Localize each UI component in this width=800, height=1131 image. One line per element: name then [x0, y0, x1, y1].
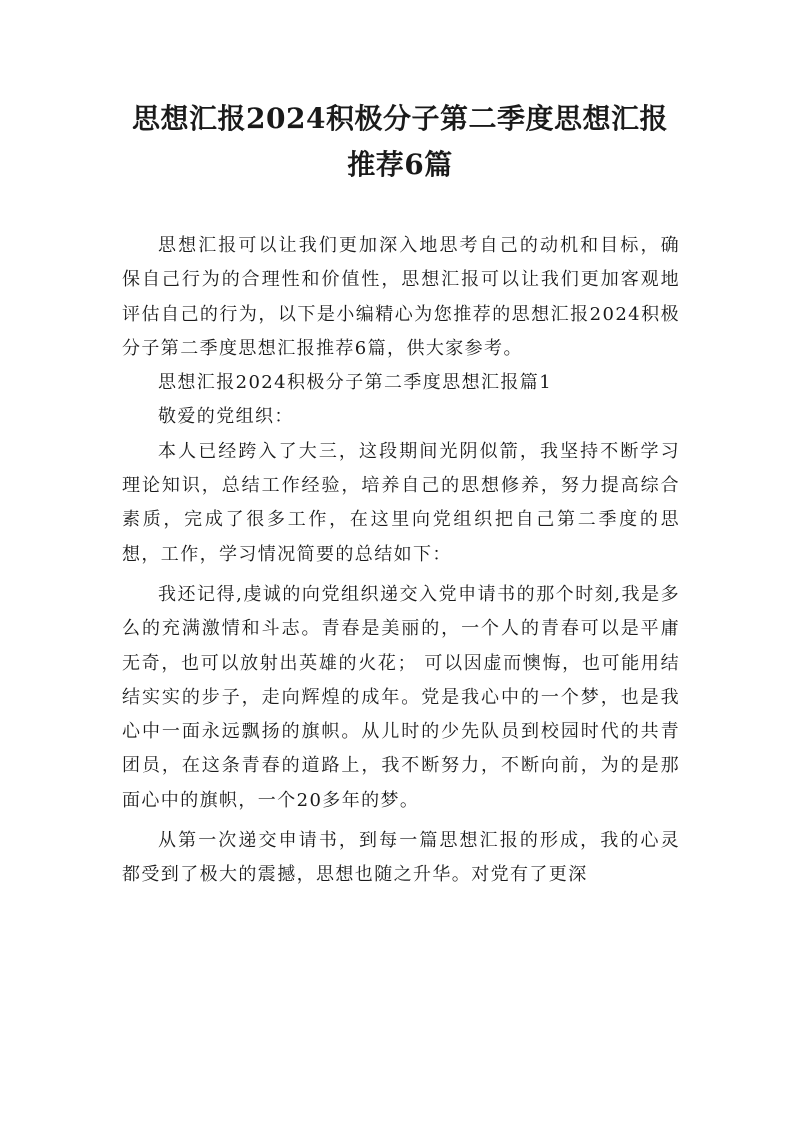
body-paragraph: 从第一次递交申请书，到每一篇思想汇报的形成，我的心灵都受到了极大的震撼，思想也随之升华。对党有了更深: [122, 830, 680, 886]
title-line-1: 思想汇报2024积极分子第二季度思想汇报: [132, 102, 668, 135]
salutation: 敬爱的党组织：: [158, 406, 294, 428]
body-paragraph: 我还记得,虔诚的向党组织递交入党申请书的那个时刻,我是多么的充满激情和斗志。青春是美丽的，一个人的青春可以是平庸无奇，也可以放射出英雄的火花； 可以因虚而懊悔，也可能用结结实实的步子，走向辉煌的成年。党是我心中的一个梦，也是我心中一面永远飘扬的旗帜。从儿时的少先队员到校园时代的共青团员，在这条青春的道路上，我不断努力，不断向前，为的是那面心中的旗帜，一个20多年的梦。: [122, 583, 680, 811]
intro-paragraph: 思想汇报可以让我们更加深入地思考自己的动机和目标，确保自己行为的合理性和价值性，思想汇报可以让我们更加客观地评估自己的行为，以下是小编精心为您推荐的思想汇报2024积极分子第二季度思想汇报推荐6篇，供大家参考。: [122, 235, 680, 359]
body-paragraph: 本人已经跨入了大三，这段期间光阴似箭，我坚持不断学习理论知识，总结工作经验，培养自己的思想修养，努力提高综合素质，完成了很多工作，在这里向党组织把自己第二季度的思想，工作，学习情况简要的总结如下：: [122, 440, 680, 565]
document-body: [122, 229, 680, 893]
title-line-2: 推荐6篇: [347, 148, 453, 181]
document-title: [110, 96, 690, 188]
section-heading: 思想汇报2024积极分子第二季度思想汇报篇1: [158, 372, 553, 394]
